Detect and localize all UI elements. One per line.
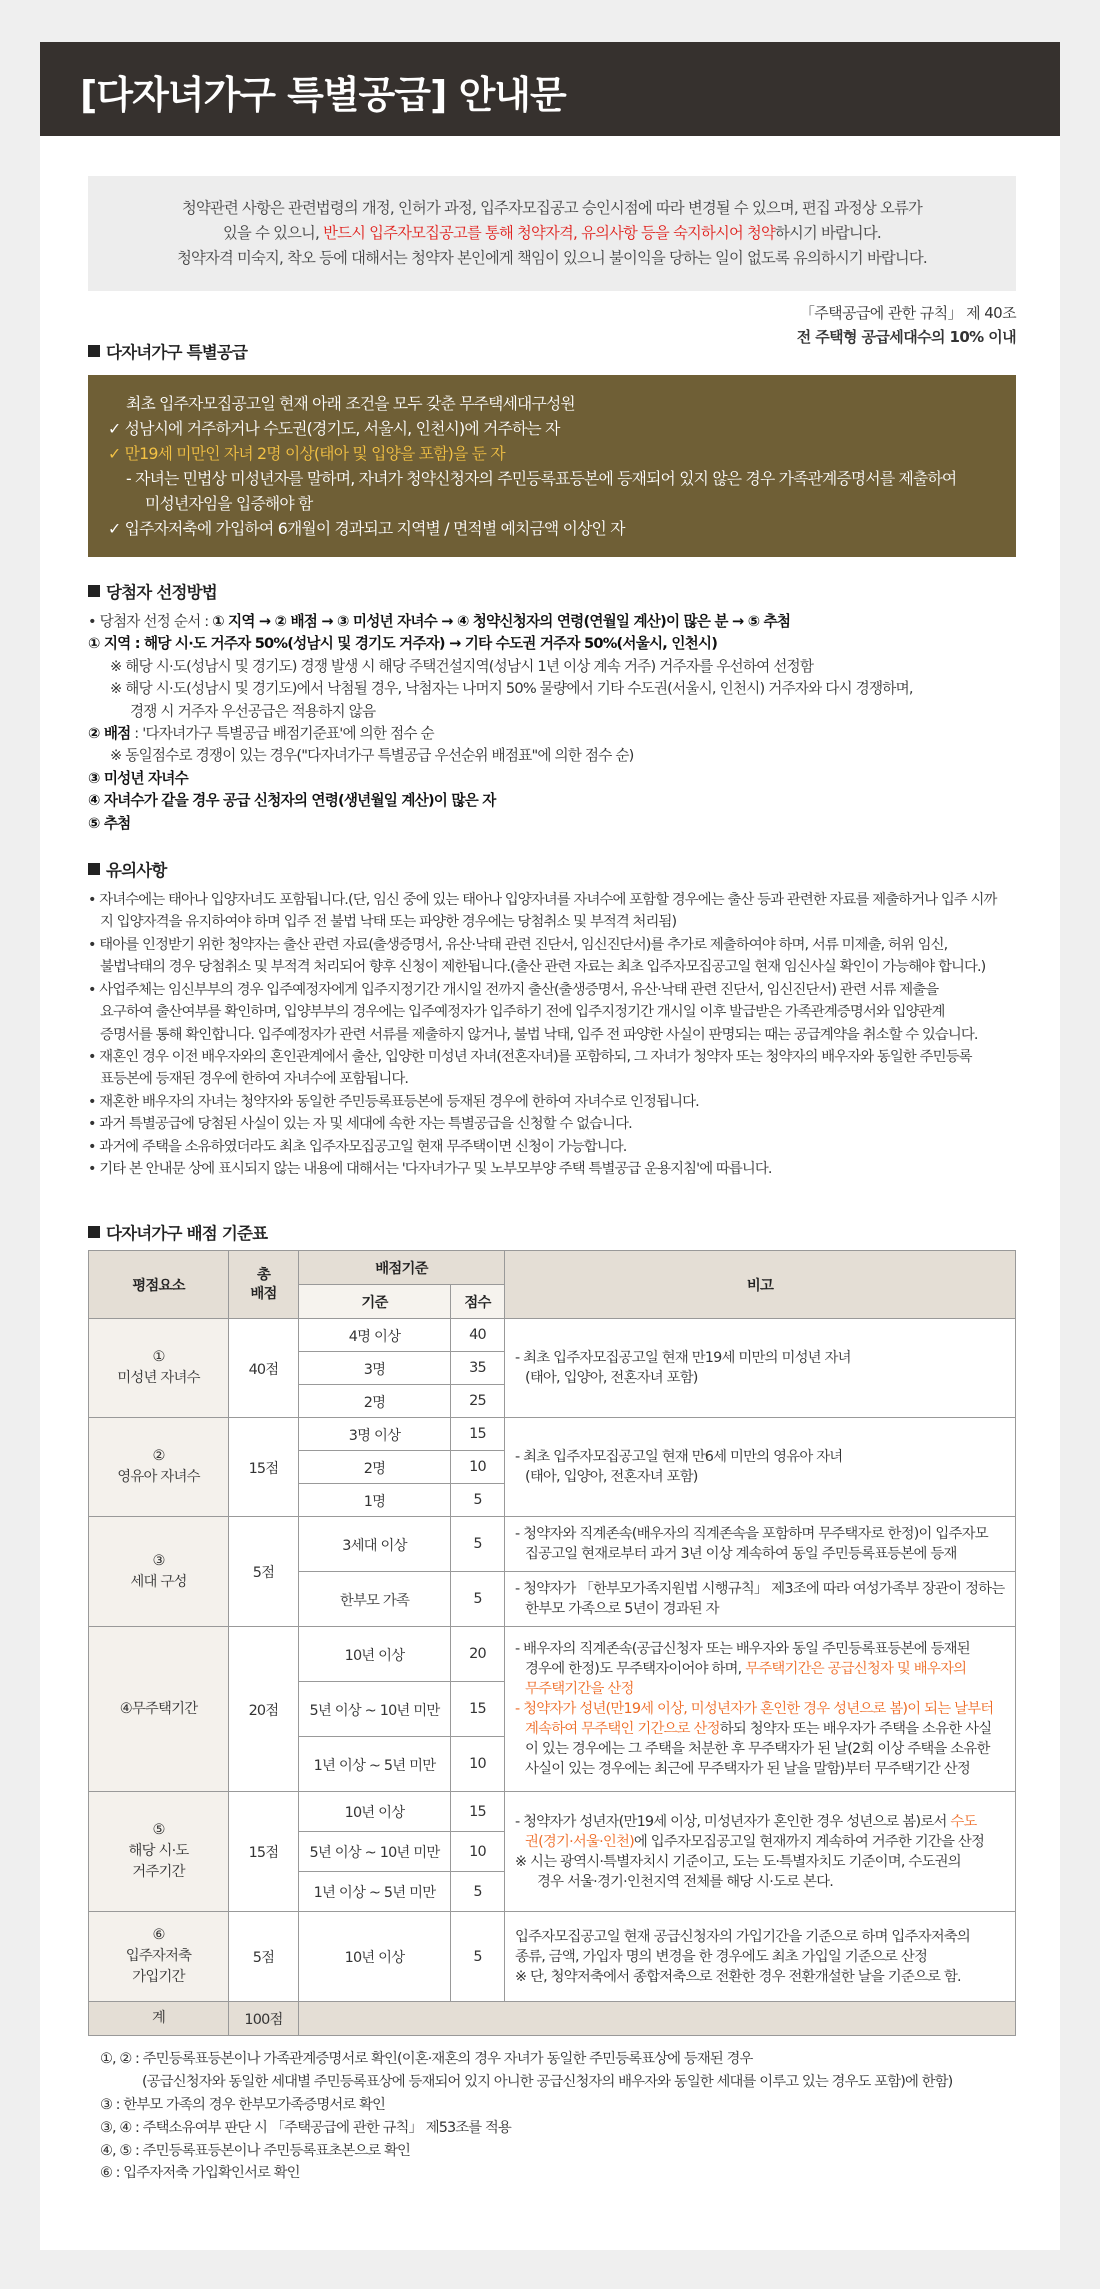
factor-cell: ④무주택기간 [89,1627,229,1792]
score-cell: 10 [451,1737,505,1792]
factor-name: 세대 구성 [130,1573,187,1590]
section-title-text: 다자녀가구 배점 기준표 [106,1224,268,1244]
total-cell: 15점 [229,1792,299,1912]
factor-cell [89,1912,229,2002]
basis-cell: 10년 이상 [299,1912,451,2002]
table-row [89,1319,1016,1352]
note-cell [505,1418,1016,1517]
basis-cell: 1명 [299,1484,451,1517]
note-cell [505,1792,1016,1912]
rule-line: 「주택공급에 관한 규칙」 제 40조 [799,304,1016,322]
score-cell: 10 [451,1832,505,1872]
note-line [515,1832,1005,1852]
selection-line: ※ 해당 시·도(성남시 및 경기도) 경쟁 발생 시 해당 주택건설지역(성남시 1년 이상 계속 거주) 거주자를 우선하여 선정함 [110,657,814,675]
score-cell: 5 [451,1517,505,1572]
page-title: [다자녀가구 특별공급] 안내문 [40,42,1060,136]
total-cell: 40점 [229,1319,299,1418]
table-row [89,1792,1016,1832]
factor-num: ⑥ [152,1927,165,1944]
selection-line: 경쟁 시 거주자 우선공급은 적용하지 않음 [130,702,376,720]
factor-cell [89,1319,229,1418]
factor-num: ③ [152,1552,165,1569]
table-row [89,1418,1016,1451]
score-cell: 25 [451,1385,505,1418]
basis-cell: 5년 이상 ~ 10년 미만 [299,1682,451,1737]
footnote-line: ④, ⑤ : 주민등록표등본이나 주민등록표초본으로 확인 [100,2142,411,2159]
selection-line [88,633,1016,655]
note-line: - 청약자가 「한부모가족지원법 시행규칙」 제3조에 따라 여성가족부 장관이 정하는 [515,1581,1005,1598]
eligibility-box [88,375,1016,557]
eligibility-condition: ✓ 입주자저축에 가입하여 6개월이 경과되고 지역별 / 면적별 예치금액 이상인 자 [108,519,625,538]
footnote-line: ③ : 한부모 가족의 경우 한부모가족증명서로 확인 [100,2096,386,2113]
basis-cell: 2명 [299,1451,451,1484]
table-sum-row [89,2002,1016,2036]
note-highlight: 무주택기간을 산정 [525,1681,634,1698]
sum-label: 계 [89,2002,229,2036]
content [88,176,1016,2185]
square-bullet-icon [88,345,100,357]
note-line: 사실이 있는 경우에는 최근에 무주택자가 된 날을 말함)부터 무주택기간 산정 [525,1761,970,1778]
factor-num: ① [152,1349,165,1366]
selection-order: ① 지역 → ② 배점 → ③ 미성년 자녀수 → ④ 청약신청자의 연령(연월일 계산)이 많은 분 → ⑤ 추첨 [212,613,791,630]
note-line: 종류, 금액, 가입자 명의 변경을 한 경우에도 최초 가입일 기준으로 산정 [515,1948,928,1965]
note-line: ※ 시는 광역시·특별자치시 기준이고, 도는 도·특별자치도 기준이며, 수도권의 [515,1853,961,1870]
header-total-text: 총 배점 [250,1266,277,1302]
rule-limit-text: 전 주택형 공급세대수의 10% 이내 [796,328,1016,346]
score-cell: 40 [451,1319,505,1352]
caution-line: 불법낙태의 경우 당첨취소 및 부적격 처리되어 향후 신청이 제한됩니다.(출산 관련 자료는 최초 입주자모집공고일 현재 임신사실 확인이 가능해야 합니다.) [100,959,986,976]
total-cell: 5점 [229,1517,299,1627]
table-row [89,1517,1016,1572]
notice-text: 하시기 바랍니다. [774,224,881,242]
note-text: 하되 청약자 또는 배우자가 주택을 소유한 사실 [719,1721,992,1738]
note-line: 이 있는 경우에는 그 주택을 처분한 후 무주택자가 된 날(2회 이상 주택을 소유한 [525,1741,990,1758]
footnote-line: (공급신청자와 동일한 세대별 주민등록표상에 등재되어 있지 아니한 공급신청자의 배우자와 동일한 세대를 이루고 있는 경우도 포함)에 한함) [142,2074,953,2091]
basis-cell: 10년 이상 [299,1792,451,1832]
total-cell: 20점 [229,1627,299,1792]
sum-total: 100점 [229,2002,299,2036]
note-line: ※ 단, 청약저축에서 종합저축으로 전환한 경우 전환개설한 날을 기준으로 함. [515,1968,961,1985]
square-bullet-icon [88,863,100,875]
selection-text: : '다자녀가구 특별공급 배점기준표'에 의한 점수 순 [130,725,434,743]
header-factor: 평점요소 [89,1251,229,1319]
caution-line: • 자녀수에는 태아나 입양자녀도 포함됩니다.(단, 임신 중에 있는 태아나 입양자녀를 자녀수에 포함할 경우에는 출산 등과 관련한 자료를 제출하거나 입주 시까 [88,892,997,909]
note-line [515,1659,1005,1679]
basis-cell: 4명 이상 [299,1319,451,1352]
basis-cell: 2명 [299,1385,451,1418]
footnotes [88,2048,1016,2185]
note-line: - 최초 입주자모집공고일 현재 만6세 미만의 영유아 자녀 [515,1449,843,1466]
notice-emphasis: 반드시 입주자모집공고를 통해 청약자격, 유의사항 등을 숙지하시어 청약 [323,224,775,242]
section-title-text: 당첨자 선정방법 [106,583,217,602]
section-title [88,579,1016,603]
note-line: 한부모 가족으로 5년이 경과된 자 [525,1601,719,1618]
caution-line: • 재혼한 배우자의 자녀는 청약자와 동일한 주민등록표등본에 등재된 경우에 한하여 자녀수로 인정됩니다. [88,1093,699,1110]
factor-cell [89,1517,229,1627]
note-line [515,1719,1005,1739]
notice-text: 있을 수 있으니, [223,224,324,242]
page [40,42,1060,2250]
factor-name: 미성년 자녀수 [117,1370,200,1387]
factor-name: 입주자저축 [125,1948,192,1965]
basis-cell: 3명 [299,1352,451,1385]
factor-cell [89,1792,229,1912]
note-highlight: 무주택기간은 공급신청자 및 배우자의 [745,1661,967,1678]
section-title [88,857,1016,881]
caution-line: • 태아를 인정받기 위한 청약자는 출산 관련 자료(출생증명서, 유산·낙태 관련 진단서, 임신진단서)를 추가로 제출하여야 하며, 서류 미제출, 허위 임신, [88,936,948,953]
selection-score-label: ② 배점 [88,725,131,743]
caution-line: 요구하여 출산여부를 확인하며, 입양부부의 경우에는 입주예정자가 입주하기 전에 입주지정기간 개시일 이후 발급받은 가족관계증명서와 입양관계 [100,1004,945,1021]
selection-line [88,611,1016,633]
total-cell: 15점 [229,1418,299,1517]
header-basis: 기준 [299,1285,451,1319]
table-row [89,1627,1016,1682]
selection-line: ※ 해당 시·도(성남시 및 경기도)에서 낙첨될 경우, 낙첨자는 나머지 50% 물량에서 기타 수도권(서울시, 인천시) 거주자와 다시 경쟁하며, [110,680,913,698]
sum-blank [299,2002,1016,2036]
eligibility-intro: 최초 입주자모집공고일 현재 아래 조건을 모두 갖춘 무주택세대구성원 [126,394,575,413]
section-title [88,1220,1016,1244]
basis-cell: 1년 이상 ~ 5년 미만 [299,1737,451,1792]
header-total [229,1251,299,1319]
header-score: 점수 [451,1285,505,1319]
score-cell: 5 [451,1572,505,1627]
note-line: - 청약자와 직계존속(배우자의 직계존속을 포함하며 무주택자로 한정)이 입주자모 [515,1526,988,1543]
notice-line [118,221,986,246]
basis-cell: 5년 이상 ~ 10년 미만 [299,1832,451,1872]
score-cell: 5 [451,1912,505,2002]
selection-line: ※ 동일점수로 경쟁이 있는 경우("다자녀가구 특별공급 우선순위 배점표"에 의한 점수 순) [110,747,634,765]
table-row [89,1912,1016,2002]
note-highlight: - 청약자가 성년(만19세 이상, 미성년자가 혼인한 경우 성년으로 봄)이 되는 날부터 [515,1701,994,1718]
caution-line: • 기타 본 안내문 상에 표시되지 않는 내용에 대해서는 '다자녀가구 및 노부모부양 주택 특별공급 운용지침'에 따릅니다. [88,1160,772,1177]
score-cell: 10 [451,1451,505,1484]
factor-num: ⑤ [152,1822,165,1839]
score-cell: 15 [451,1682,505,1737]
selection-step: ⑤ 추첨 [88,814,131,832]
eligibility-condition: ✓ 만19세 미만인 자녀 2명 이상(태아 및 입양을 포함)을 둔 자 [108,444,505,463]
factor-num: ② [152,1448,165,1465]
header-criteria: 배점기준 [299,1251,505,1285]
square-bullet-icon [88,585,100,597]
score-cell: 5 [451,1484,505,1517]
note-line: (태아, 입양아, 전혼자녀 포함) [525,1370,698,1387]
eligibility-sub: - 자녀는 민법상 미성년자를 말하며, 자녀가 청약신청자의 주민등록표등본에 등재되어 있지 않은 경우 가족관계증명서를 제출하여 [126,469,957,488]
notice-line: 청약관련 사항은 관련법령의 개정, 인허가 과정, 입주자모집공고 승인시점에 따라 변경될 수 있으며, 편집 과정상 오류가 [182,199,922,217]
caution-list [88,889,1016,1180]
note-line: 경우 서울·경기·인천지역 전체를 해당 시·도로 본다. [537,1873,833,1890]
note-text: 경우에 한정)도 무주택자이어야 하며, [525,1661,746,1678]
note-cell [505,1517,1016,1572]
score-cell: 15 [451,1792,505,1832]
selection-line [88,813,1016,835]
selection-step: ③ 미성년 자녀수 [88,769,188,787]
score-table [88,1250,1016,2036]
selection-line [88,790,1016,812]
notice-line: 청약자격 미숙지, 착오 등에 대해서는 청약자 본인에게 책임이 있으니 불이익을 당하는 일이 없도록 유의하시기 바랍니다. [177,249,927,267]
score-cell: 20 [451,1627,505,1682]
basis-cell: 10년 이상 [299,1627,451,1682]
factor-name: 거주기간 [132,1864,185,1881]
note-cell [505,1627,1016,1792]
eligibility-condition: ✓ 성남시에 거주하거나 수도권(경기도, 서울시, 인천시)에 거주하는 자 [108,419,560,438]
note-line: - 배우자의 직계존속(공급신청자 또는 배우자와 동일 주민등록표등본에 등재된 [515,1641,970,1658]
basis-cell: 3세대 이상 [299,1517,451,1572]
caution-line: • 재혼인 경우 이전 배우자와의 혼인관계에서 출산, 입양한 미성년 자녀(전혼자녀)를 포함하되, 그 자녀가 청약자 또는 청약자의 배우자와 동일한 주민등록 [88,1048,972,1065]
total-cell: 5점 [229,1912,299,2002]
selection-method [88,611,1016,835]
note-line: 집공고일 현재로부터 과거 3년 이상 계속하여 동일 주민등록표등본에 등재 [525,1546,957,1563]
basis-cell: 3명 이상 [299,1418,451,1451]
factor-name: 해당 시·도 [128,1843,189,1860]
selection-text: • 당첨자 선정 순서 : [88,613,213,630]
caution-line: • 사업주체는 임신부부의 경우 입주예정자에게 입주지정기간 개시일 전까지 출산(출생증명서, 유산·낙태 관련 진단서, 임신진단서) 관련 서류 제출을 [88,981,939,998]
header-note: 비고 [505,1251,1016,1319]
note-line: - 최초 입주자모집공고일 현재 만19세 미만의 미성년 자녀 [515,1350,851,1367]
factor-cell [89,1418,229,1517]
note-line: (태아, 입양아, 전혼자녀 포함) [525,1469,698,1486]
section-title-text: 유의사항 [106,861,167,881]
score-cell: 5 [451,1872,505,1912]
note-cell [505,1319,1016,1418]
score-cell: 35 [451,1352,505,1385]
note-cell [505,1572,1016,1627]
note-highlight: 권(경기·서울·인천) [525,1833,634,1850]
selection-region: ① 지역 : 해당 시·도 거주자 50%(성남시 및 경기도 거주자) → 기타 수도권 거주자 50%(서울시, 인천시) [88,635,718,653]
basis-cell: 1년 이상 ~ 5년 미만 [299,1872,451,1912]
footnote-line: ①, ② : 주민등록표등본이나 가족관계증명서로 확인(이혼·재혼의 경우 자녀가 동일한 주민등록표상에 등재된 경우 [100,2051,753,2068]
score-cell: 15 [451,1418,505,1451]
square-bullet-icon [88,1226,100,1238]
caution-line: 표등본에 등재된 경우에 한하여 자녀수에 포함됩니다. [100,1071,409,1088]
caution-line: 지 입양자격을 유지하여야 하며 입주 전 불법 낙태 또는 파양한 경우에는 당첨취소 및 부적격 처리됨) [100,914,677,931]
selection-line [88,768,1016,790]
note-highlight: 수도 [950,1813,977,1830]
factor-name: 영유아 자녀수 [117,1469,200,1486]
note-highlight: 계속하여 무주택인 기간으로 산정 [525,1721,720,1738]
eligibility-sub: 미성년자임을 입증해야 함 [145,494,313,513]
selection-line [88,723,1016,745]
caution-line: • 과거에 주택을 소유하였더라도 최초 입주자모집공고일 현재 무주택이면 신청이 가능합니다. [88,1138,627,1155]
caution-line: 증명서를 통해 확인합니다. 입주예정자가 관련 서류를 제출하지 않거나, 불법 낙태, 입주 전 파양한 사실이 판명되는 때는 공급계약을 취소할 수 있습니다. [100,1026,978,1043]
section-title-text: 다자녀가구 특별공급 [106,343,248,362]
note-line: 입주자모집공고일 현재 공급신청자의 가입기간을 기준으로 하며 입주자저축의 [515,1928,970,1945]
note-line [515,1812,1005,1832]
basis-cell: 한부모 가족 [299,1572,451,1627]
footnote-line: ⑥ : 입주자저축 가입확인서로 확인 [100,2165,300,2182]
note-text: - 청약자가 성년자(만19세 이상, 미성년자가 혼인한 경우 성년으로 봄)로서 [515,1813,951,1830]
table-header-row [89,1251,1016,1285]
note-text: 에 입주자모집공고일 현재까지 계속하여 거주한 기간을 산정 [633,1833,985,1850]
caution-line: • 과거 특별공급에 당첨된 사실이 있는 자 및 세대에 속한 자는 특별공급을 신청할 수 없습니다. [88,1116,632,1133]
footnote-line: ③, ④ : 주택소유여부 판단 시 「주택공급에 관한 규칙」 제53조를 적용 [100,2119,511,2136]
factor-name: 가입기간 [132,1969,185,1986]
selection-step: ④ 자녀수가 같을 경우 공급 신청자의 연령(생년월일 계산)이 많은 자 [88,792,496,810]
note-cell [505,1912,1016,2002]
notice-box [88,176,1016,291]
